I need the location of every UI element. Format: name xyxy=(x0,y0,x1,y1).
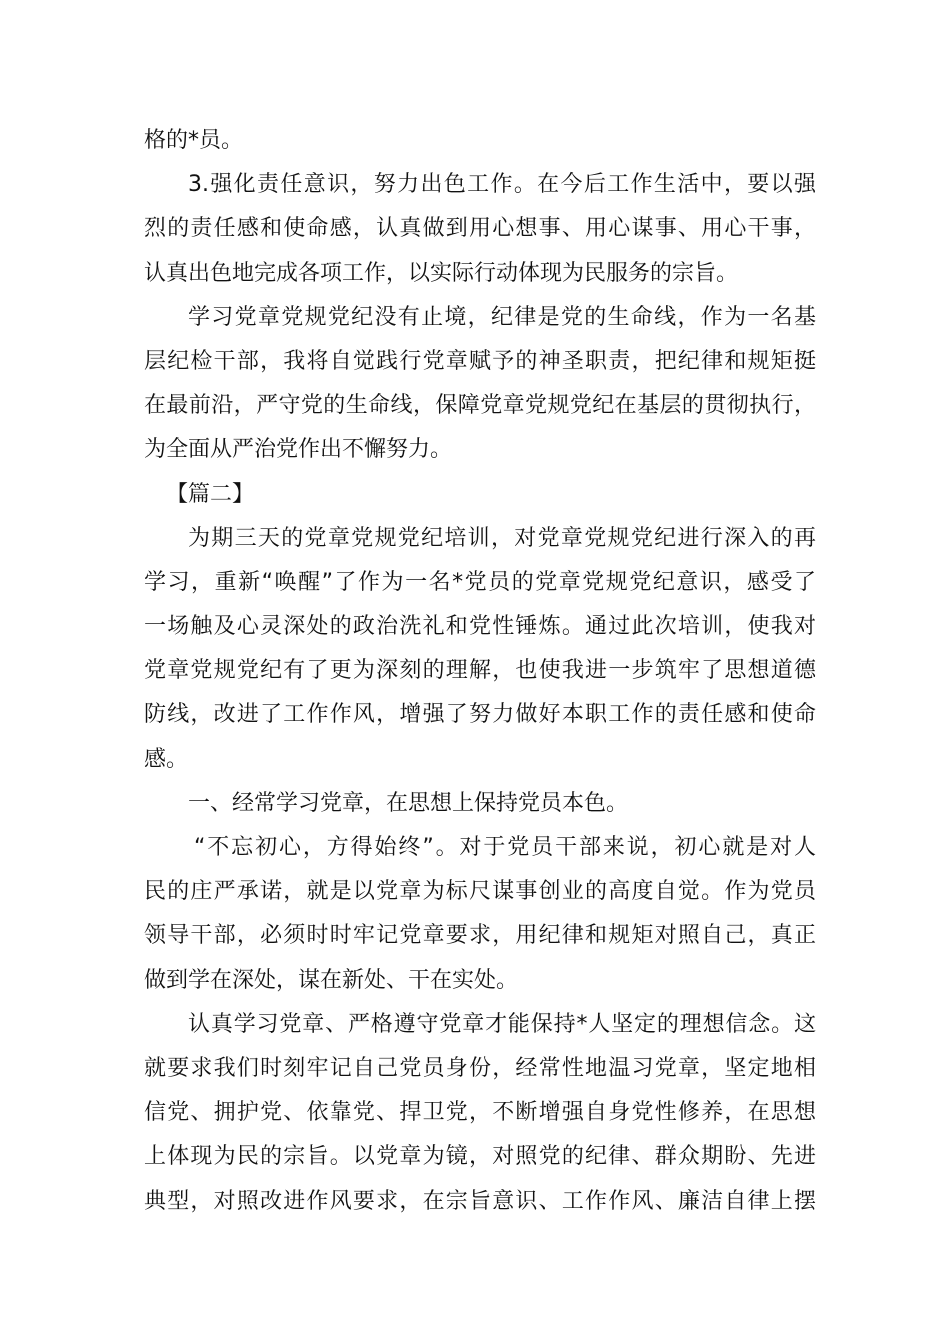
text-line: 一场触及心灵深处的政治洗礼和党性锤炼。通过此次培训，使我对 xyxy=(144,614,816,640)
text-line: 感。 xyxy=(144,746,189,772)
text-line: 做到学在深处，谋在新处、干在实处。 xyxy=(144,967,519,993)
text-line: “不忘初心，方得始终”。对于党员干部来说，初心就是对人 xyxy=(194,835,816,860)
subsection-heading: 一、经常学习党章，在思想上保持党员本色。 xyxy=(188,790,629,816)
text-line: 防线，改进了工作作风，增强了努力做好本职工作的责任感和使命 xyxy=(144,702,816,728)
text-line: 典型，对照改进作风要求，在宗旨意识、工作作风、廉洁自律上摆 xyxy=(144,1188,816,1214)
text-line: 领导干部，必须时时牢记党章要求，用纪律和规矩对照自己，真正 xyxy=(144,923,816,949)
section-heading: 【篇二】 xyxy=(166,481,255,507)
text-line: 为期三天的党章党规党纪培训，对党章党规党纪进行深入的再 xyxy=(188,525,816,551)
text-line: 信党、拥护党、依靠党、捍卫党，不断增强自身党性修养，在思想 xyxy=(144,1100,816,1126)
text-line: 党章党规党纪有了更为深刻的理解，也使我进一步筑牢了思想道德 xyxy=(144,658,816,684)
document-body xyxy=(144,119,816,1224)
text-line: 上体现为民的宗旨。以党章为镜，对照党的纪律、群众期盼、先进 xyxy=(144,1144,816,1170)
text-line: 学习，重新“唤醒”了作为一名*党员的党章党规党纪意识，感受了 xyxy=(144,569,816,595)
text-line: 就要求我们时刻牢记自己党员身份，经常性地温习党章，坚定地相 xyxy=(144,1055,816,1081)
text-line: 为全面从严治党作出不懈努力。 xyxy=(144,437,453,463)
text-line: 学习党章党规党纪没有止境，纪律是党的生命线，作为一名基 xyxy=(188,304,816,330)
text-line: 在最前沿，严守党的生命线，保障党章党规党纪在基层的贯彻执行， xyxy=(144,393,816,419)
text-line: 层纪检干部，我将自觉践行党章赋予的神圣职责，把纪律和规矩挺 xyxy=(144,348,816,374)
text-line: 民的庄严承诺，就是以党章为标尺谋事创业的高度自觉。作为党员 xyxy=(144,879,816,905)
text-line: 认真出色地完成各项工作，以实际行动体现为民服务的宗旨。 xyxy=(144,260,739,286)
text-line: 格的*员。 xyxy=(144,128,244,153)
text-line: 烈的责任感和使命感，认真做到用心想事、用心谋事、用心干事， xyxy=(144,216,816,242)
text-line: 3.强化责任意识，努力出色工作。在今后工作生活中，要以强 xyxy=(188,172,816,198)
text-line: 认真学习党章、严格遵守党章才能保持*人坚定的理想信念。这 xyxy=(188,1011,816,1037)
